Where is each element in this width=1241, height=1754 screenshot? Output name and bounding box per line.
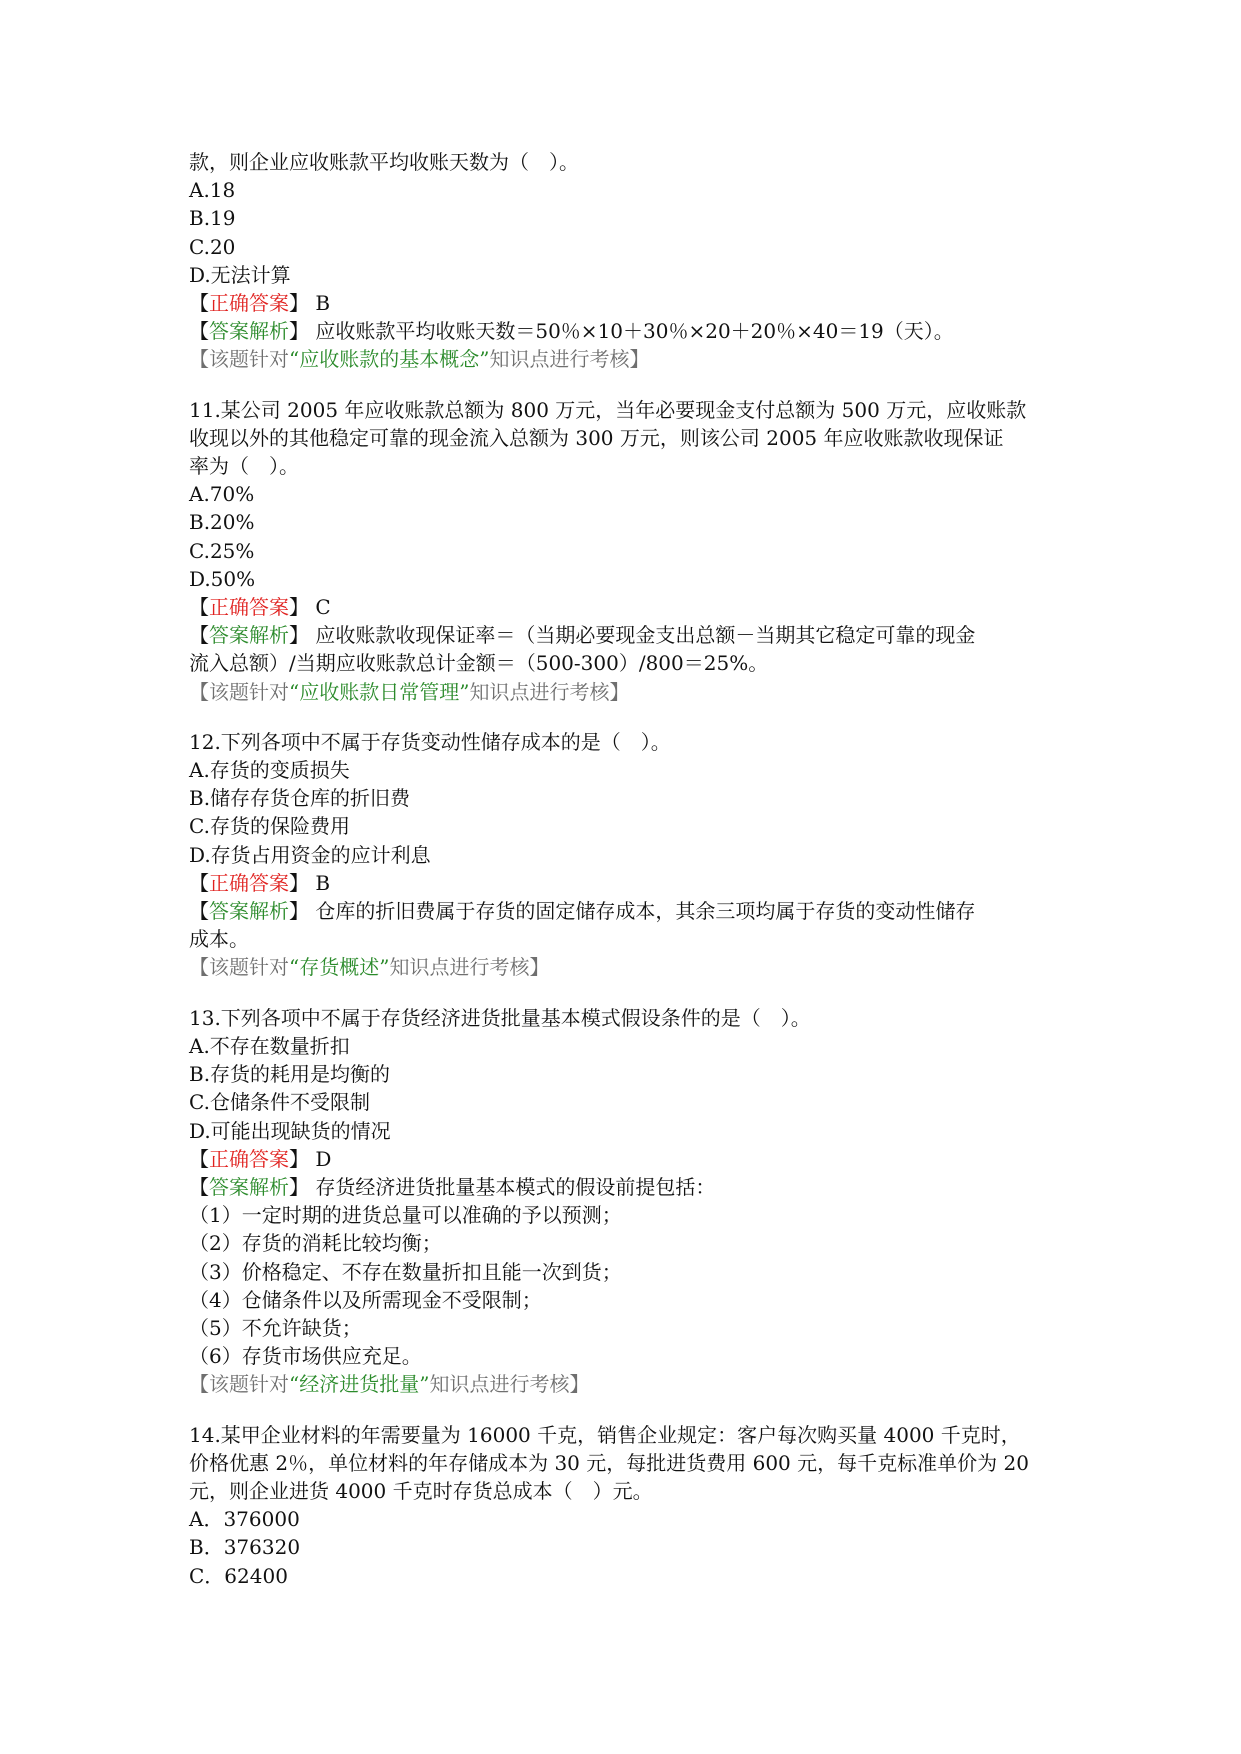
knowledge-point-line	[189, 953, 1069, 981]
analysis-list-item: （4）仓储条件以及所需现金不受限制；	[189, 1287, 542, 1312]
question-11	[189, 396, 1069, 706]
answer-line: 【正确答案】 B	[189, 291, 331, 316]
knowledge-point-line	[189, 678, 1069, 706]
analysis-text: 存货经济进货批量基本模式的假设前提包括：	[315, 1174, 716, 1199]
answer-line: 【正确答案】 D	[189, 1146, 332, 1171]
answer-value: B	[315, 291, 331, 316]
question-stem-line: 13.下列各项中不属于存货经济进货批量基本模式假设条件的是（ ）。	[189, 1005, 811, 1030]
knowledge-prefix: 【该题针对	[189, 1372, 289, 1397]
document-page	[189, 148, 1069, 1590]
analysis-list-item: （3）价格稳定、不存在数量折扣且能一次到货；	[189, 1259, 622, 1284]
knowledge-prefix: 【该题针对	[189, 347, 289, 372]
question-13	[189, 1004, 1069, 1399]
question-stem-line: 价格优惠 2％，单位材料的年存储成本为 30 元，每批进货费用 600 元，每千克标准单价为 20	[189, 1450, 1029, 1475]
knowledge-point-line	[189, 345, 1069, 373]
question-stem-line: 收现以外的其他稳定可靠的现金流入总额为 300 万元，则该公司 2005 年应收账款收现保证	[189, 425, 1004, 450]
option-d: D.无法计算	[189, 262, 291, 287]
option-a: A．376000	[189, 1507, 300, 1532]
analysis-line: 【答案解析】 存货经济进货批量基本模式的假设前提包括：	[189, 1174, 716, 1199]
knowledge-prefix: 【该题针对	[189, 955, 289, 980]
answer-label: 正确答案	[209, 870, 289, 895]
option-b: B.20%	[189, 510, 255, 535]
answer-value: B	[315, 870, 331, 895]
knowledge-suffix: 知识点进行考核】	[489, 347, 650, 372]
analysis-continuation: 成本。	[189, 927, 249, 952]
knowledge-suffix: 知识点进行考核】	[429, 1372, 590, 1397]
analysis-list-item: （1）一定时期的进货总量可以准确的予以预测；	[189, 1203, 622, 1228]
option-d: D.可能出现缺货的情况	[189, 1118, 391, 1143]
analysis-label: 答案解析	[209, 623, 289, 648]
knowledge-topic: “应收账款日常管理”	[289, 679, 470, 704]
analysis-list-item: （2）存货的消耗比较均衡；	[189, 1231, 442, 1256]
answer-value: D	[315, 1146, 332, 1171]
knowledge-point-line	[189, 1370, 1069, 1398]
answer-label: 正确答案	[209, 1146, 289, 1171]
question-stem-line: 12.下列各项中不属于存货变动性储存成本的是（ ）。	[189, 729, 671, 754]
option-b: B.19	[189, 206, 236, 231]
analysis-line: 【答案解析】 应收账款收现保证率＝（当期必要现金支出总额－当期其它稳定可靠的现金	[189, 623, 976, 648]
option-a: A.存货的变质损失	[189, 758, 350, 783]
analysis-label: 答案解析	[209, 319, 289, 344]
option-c: C．62400	[189, 1563, 288, 1588]
knowledge-suffix: 知识点进行考核】	[389, 955, 550, 980]
question-stem-line: 元，则企业进货 4000 千克时存货总成本（ ）元。	[189, 1478, 653, 1503]
question-10	[189, 148, 1069, 374]
knowledge-suffix: 知识点进行考核】	[469, 679, 630, 704]
option-c: C.存货的保险费用	[189, 814, 350, 839]
option-c: C.25%	[189, 538, 255, 563]
question-stem-line: 款，则企业应收账款平均收账天数为（ ）。	[189, 150, 579, 174]
analysis-text: 应收账款平均收账天数＝50％×10＋30％×20＋20％×40＝19（天）。	[315, 319, 954, 344]
analysis-text: 仓库的折旧费属于存货的固定储存成本，其余三项均属于存货的变动性储存	[315, 899, 976, 924]
knowledge-topic: “存货概述”	[289, 955, 390, 980]
answer-label: 正确答案	[209, 595, 289, 620]
option-c: C.20	[189, 234, 236, 259]
option-a: A.不存在数量折扣	[189, 1033, 350, 1058]
analysis-label: 答案解析	[209, 899, 289, 924]
question-stem-line: 14.某甲企业材料的年需要量为 16000 千克，销售企业规定：客户每次购买量 4000 千克时，	[189, 1422, 1021, 1447]
answer-line: 【正确答案】 B	[189, 870, 331, 895]
analysis-continuation: 流入总额）/当期应收账款总计金额＝（500-300）/800＝25%。	[189, 651, 769, 676]
analysis-list-item: （6）存货市场供应充足。	[189, 1344, 422, 1369]
option-b: B.存货的耗用是均衡的	[189, 1062, 391, 1087]
answer-label: 正确答案	[209, 291, 289, 316]
analysis-list-item: （5）不允许缺货；	[189, 1315, 362, 1340]
question-stem-line: 率为（ ）。	[189, 454, 299, 479]
question-stem-line: 11.某公司 2005 年应收账款总额为 800 万元，当年必要现金支付总额为 500 万元，应收账款	[189, 397, 1027, 422]
option-d: D.50%	[189, 566, 256, 591]
option-c: C.仓储条件不受限制	[189, 1090, 370, 1115]
analysis-label: 答案解析	[209, 1174, 289, 1199]
knowledge-prefix: 【该题针对	[189, 679, 289, 704]
knowledge-topic: “经济进货批量”	[289, 1372, 430, 1397]
analysis-line: 【答案解析】 仓库的折旧费属于存货的固定储存成本，其余三项均属于存货的变动性储存	[189, 899, 976, 924]
question-12	[189, 728, 1069, 982]
option-a: A.18	[189, 178, 236, 203]
answer-value: C	[315, 595, 331, 620]
question-14	[189, 1421, 1069, 1590]
analysis-text: 应收账款收现保证率＝（当期必要现金支出总额－当期其它稳定可靠的现金	[315, 623, 976, 648]
option-b: B．376320	[189, 1535, 301, 1560]
analysis-line: 【答案解析】 应收账款平均收账天数＝50％×10＋30％×20＋20％×40＝19（天）。	[189, 319, 954, 344]
option-d: D.存货占用资金的应计利息	[189, 842, 431, 867]
knowledge-topic: “应收账款的基本概念”	[289, 347, 490, 372]
option-b: B.储存存货仓库的折旧费	[189, 786, 411, 811]
option-a: A.70%	[189, 482, 255, 507]
answer-line: 【正确答案】 C	[189, 595, 331, 620]
